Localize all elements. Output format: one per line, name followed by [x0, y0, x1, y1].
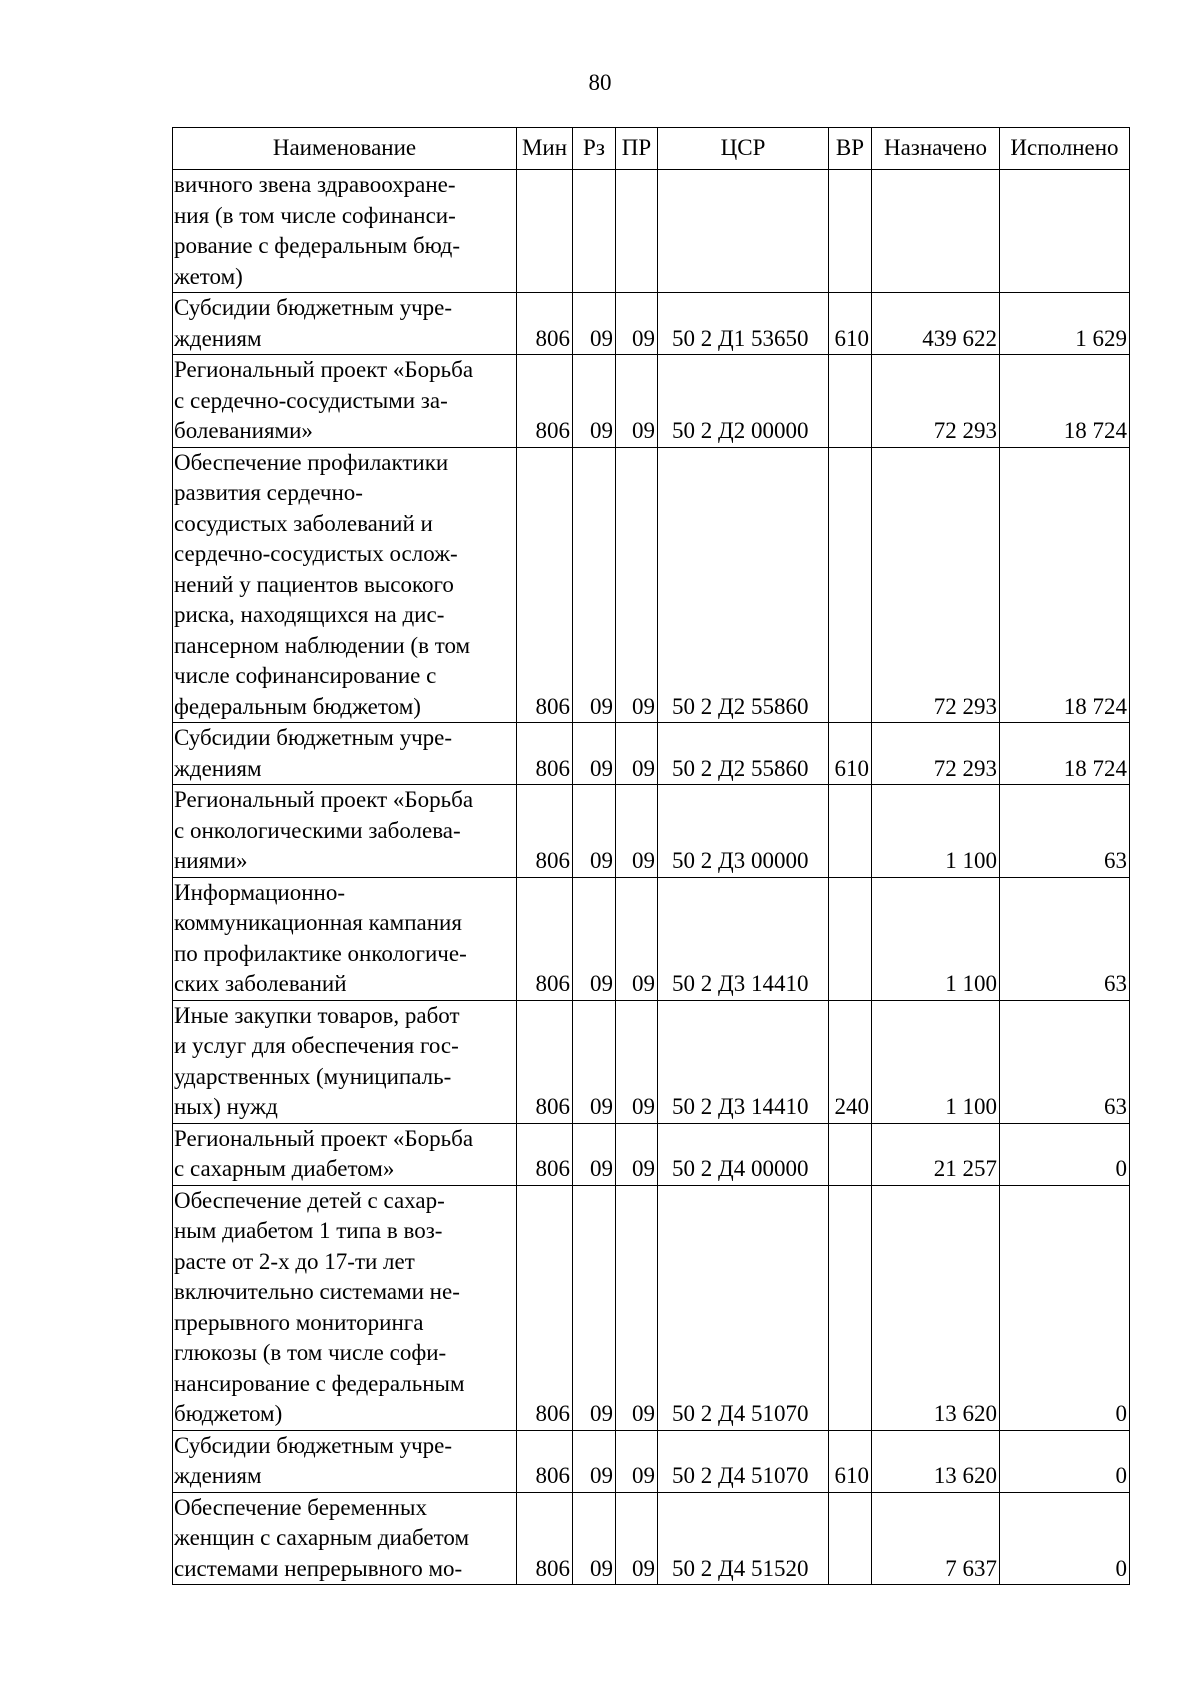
cell-csr: 50 2 Д2 55860 [658, 447, 829, 723]
cell-min: 806 [517, 1123, 573, 1185]
cell-vr [829, 1185, 872, 1430]
cell-executed [1000, 170, 1130, 293]
cell-executed: 63 [1000, 1000, 1130, 1123]
table-body [173, 170, 1130, 1585]
cell-name: Иные закупки товаров, работ и услуг для обеспечения гос- ударственных (муниципаль- ных) нужд [173, 1000, 517, 1123]
cell-min: 806 [517, 785, 573, 878]
header-assigned: Назначено [872, 128, 1000, 170]
cell-vr [829, 1123, 872, 1185]
cell-vr [829, 355, 872, 448]
cell-rz: 09 [573, 293, 616, 355]
cell-rz: 09 [573, 1492, 616, 1585]
header-min: Мин [517, 128, 573, 170]
cell-min: 806 [517, 1430, 573, 1492]
table-row [173, 785, 1130, 878]
table-header-row [173, 128, 1130, 170]
cell-vr [829, 1492, 872, 1585]
cell-executed: 0 [1000, 1430, 1130, 1492]
cell-vr [829, 447, 872, 723]
cell-csr: 50 2 Д3 14410 [658, 1000, 829, 1123]
cell-pr: 09 [616, 785, 658, 878]
cell-name: Субсидии бюджетным учре- ждениям [173, 1430, 517, 1492]
cell-min: 806 [517, 293, 573, 355]
cell-vr: 610 [829, 723, 872, 785]
cell-assigned: 72 293 [872, 723, 1000, 785]
cell-name: Обеспечение профилактики развития сердечно- сосудистых заболеваний и сердечно-сосудистых ослож- нений у пациентов высокого риска, находящихся на дис- пансерном наблюдении (в том числе софинансирование с федеральным бюджетом) [173, 447, 517, 723]
cell-executed: 0 [1000, 1123, 1130, 1185]
cell-executed: 63 [1000, 877, 1130, 1000]
cell-pr: 09 [616, 877, 658, 1000]
cell-executed: 0 [1000, 1492, 1130, 1585]
cell-csr: 50 2 Д4 00000 [658, 1123, 829, 1185]
cell-name: Субсидии бюджетным учре- ждениям [173, 293, 517, 355]
cell-min: 806 [517, 1000, 573, 1123]
header-name: Наименование [173, 128, 517, 170]
cell-name: Региональный проект «Борьба с сахарным диабетом» [173, 1123, 517, 1185]
table-row [173, 1123, 1130, 1185]
header-rz: Рз [573, 128, 616, 170]
cell-name: вичного звена здравоохране- ния (в том числе софинанси- рование с федеральным бюд- жетом) [173, 170, 517, 293]
cell-pr: 09 [616, 1492, 658, 1585]
cell-pr: 09 [616, 1185, 658, 1430]
table-row [173, 355, 1130, 448]
header-vr: ВР [829, 128, 872, 170]
cell-csr: 50 2 Д4 51070 [658, 1430, 829, 1492]
cell-assigned: 439 622 [872, 293, 1000, 355]
budget-table [172, 127, 1130, 1585]
cell-assigned: 1 100 [872, 877, 1000, 1000]
cell-pr: 09 [616, 447, 658, 723]
cell-pr: 09 [616, 723, 658, 785]
cell-rz: 09 [573, 785, 616, 878]
page-number: 80 [588, 70, 612, 95]
table-row [173, 877, 1130, 1000]
cell-pr: 09 [616, 1123, 658, 1185]
cell-name: Обеспечение беременных женщин с сахарным диабетом системами непрерывного мо- [173, 1492, 517, 1585]
cell-assigned: 72 293 [872, 355, 1000, 448]
cell-pr: 09 [616, 293, 658, 355]
cell-name: Информационно- коммуникационная кампания по профилактике онкологиче- ских заболеваний [173, 877, 517, 1000]
cell-rz: 09 [573, 877, 616, 1000]
header-pr: ПР [616, 128, 658, 170]
cell-min: 806 [517, 1492, 573, 1585]
cell-executed: 1 629 [1000, 293, 1130, 355]
cell-rz: 09 [573, 1000, 616, 1123]
cell-csr: 50 2 Д1 53650 [658, 293, 829, 355]
cell-pr: 09 [616, 1430, 658, 1492]
cell-name: Региональный проект «Борьба с онкологическими заболева- ниями» [173, 785, 517, 878]
cell-assigned: 21 257 [872, 1123, 1000, 1185]
cell-csr: 50 2 Д3 00000 [658, 785, 829, 878]
cell-csr: 50 2 Д4 51070 [658, 1185, 829, 1430]
cell-name: Субсидии бюджетным учре- ждениям [173, 723, 517, 785]
cell-assigned: 1 100 [872, 785, 1000, 878]
table-row [173, 1430, 1130, 1492]
cell-rz: 09 [573, 1430, 616, 1492]
table-row [173, 1185, 1130, 1430]
cell-executed: 18 724 [1000, 355, 1130, 448]
cell-rz: 09 [573, 1123, 616, 1185]
cell-name: Обеспечение детей с сахар- ным диабетом 1 типа в воз- расте от 2-х до 17-ти лет включительно системами не- прерывного мониторинга глюкозы (в том числе софи- нансирование с федеральным бюджетом) [173, 1185, 517, 1430]
header-csr: ЦСР [658, 128, 829, 170]
cell-rz: 09 [573, 447, 616, 723]
cell-rz: 09 [573, 1185, 616, 1430]
cell-min [517, 170, 573, 293]
cell-rz: 09 [573, 355, 616, 448]
cell-assigned: 7 637 [872, 1492, 1000, 1585]
cell-min: 806 [517, 723, 573, 785]
cell-executed: 18 724 [1000, 447, 1130, 723]
cell-vr [829, 170, 872, 293]
cell-rz: 09 [573, 723, 616, 785]
table-row [173, 170, 1130, 293]
table-row [173, 723, 1130, 785]
cell-vr: 610 [829, 293, 872, 355]
cell-name: Региональный проект «Борьба с сердечно-сосудистыми за- болеваниями» [173, 355, 517, 448]
cell-assigned [872, 170, 1000, 293]
cell-min: 806 [517, 877, 573, 1000]
cell-csr: 50 2 Д2 00000 [658, 355, 829, 448]
cell-vr: 610 [829, 1430, 872, 1492]
cell-csr: 50 2 Д2 55860 [658, 723, 829, 785]
cell-rz [573, 170, 616, 293]
cell-pr [616, 170, 658, 293]
cell-pr: 09 [616, 1000, 658, 1123]
cell-assigned: 72 293 [872, 447, 1000, 723]
cell-pr: 09 [616, 355, 658, 448]
table-row [173, 1000, 1130, 1123]
cell-vr: 240 [829, 1000, 872, 1123]
table-row [173, 293, 1130, 355]
cell-executed: 63 [1000, 785, 1130, 878]
cell-vr [829, 877, 872, 1000]
cell-executed: 18 724 [1000, 723, 1130, 785]
cell-executed: 0 [1000, 1185, 1130, 1430]
cell-min: 806 [517, 355, 573, 448]
cell-csr [658, 170, 829, 293]
table-row [173, 1492, 1130, 1585]
cell-assigned: 13 620 [872, 1430, 1000, 1492]
cell-min: 806 [517, 447, 573, 723]
cell-min: 806 [517, 1185, 573, 1430]
cell-assigned: 13 620 [872, 1185, 1000, 1430]
table-row [173, 447, 1130, 723]
cell-csr: 50 2 Д4 51520 [658, 1492, 829, 1585]
cell-vr [829, 785, 872, 878]
cell-csr: 50 2 Д3 14410 [658, 877, 829, 1000]
cell-assigned: 1 100 [872, 1000, 1000, 1123]
header-executed: Исполнено [1000, 128, 1130, 170]
